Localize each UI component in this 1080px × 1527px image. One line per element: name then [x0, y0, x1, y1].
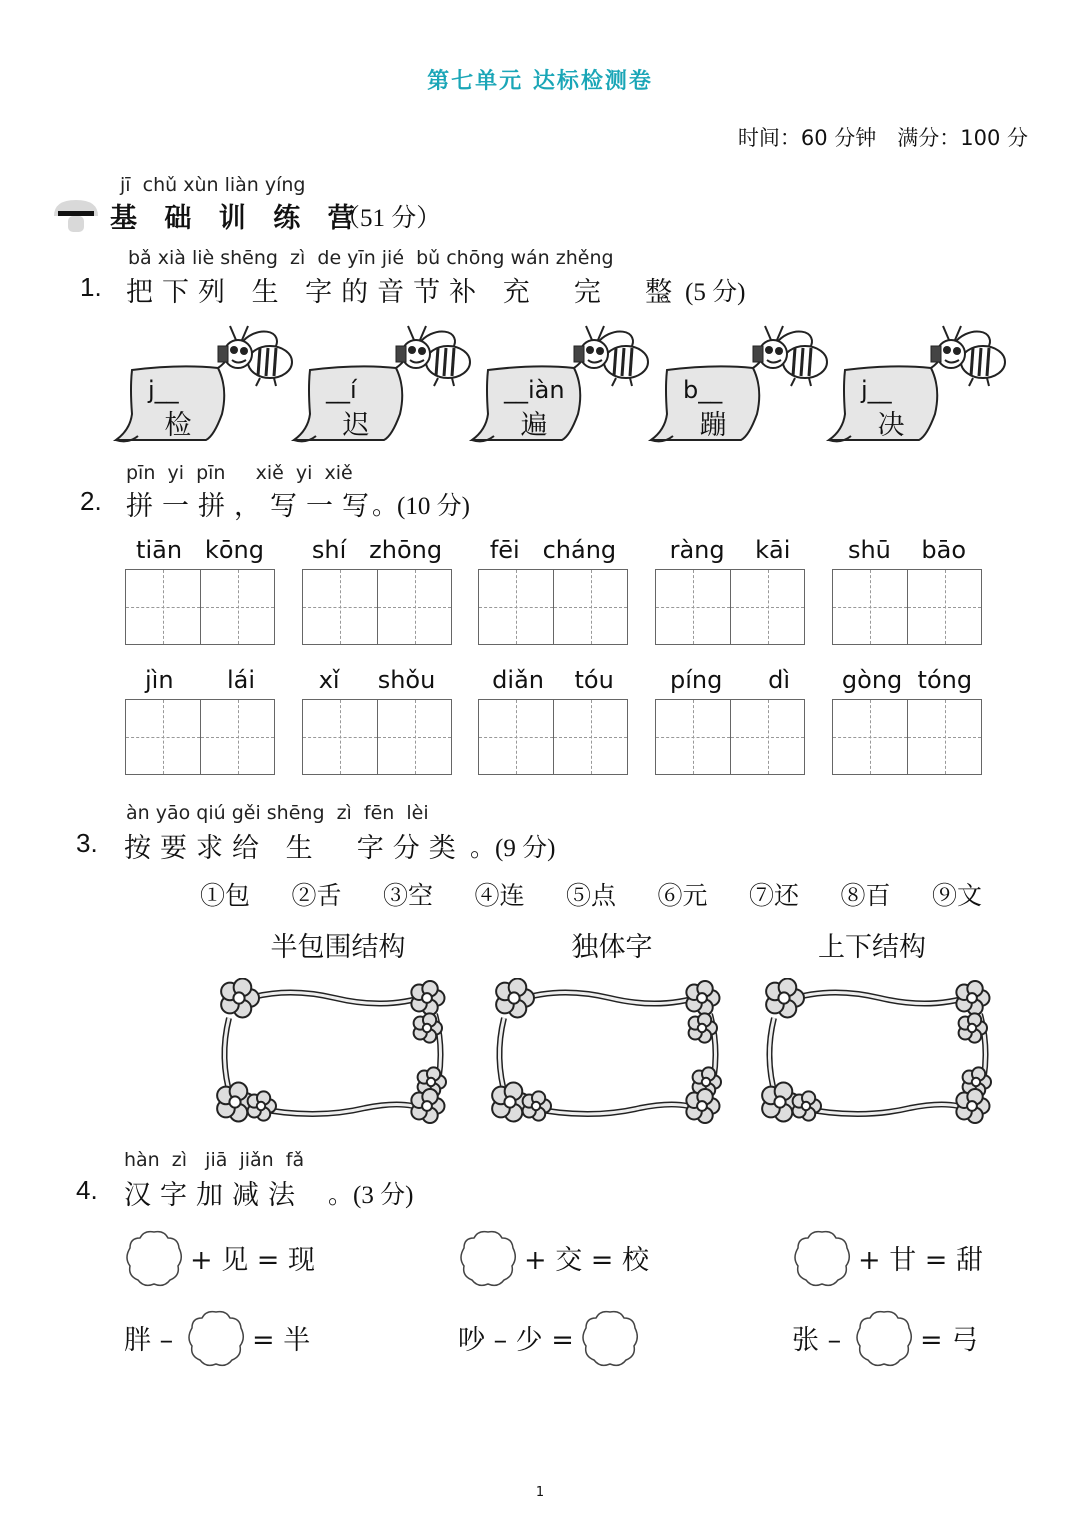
bee-icon [574, 326, 648, 386]
answer-cloud-blank[interactable] [186, 1308, 246, 1368]
char-option: ⑤点 [566, 881, 617, 910]
grid-cell[interactable] [656, 700, 730, 774]
equation-text: 胖 – [124, 1325, 174, 1356]
char-option: ⑥元 [657, 881, 708, 910]
char-option: ④连 [474, 881, 525, 910]
equation-text: 张 – [792, 1325, 842, 1356]
syllable-card [466, 318, 666, 448]
flower-icon [248, 1091, 276, 1120]
syllable-card [645, 318, 845, 448]
tianzige-grid[interactable] [832, 569, 982, 645]
card-syllable: j__ [148, 376, 179, 404]
grid-cell[interactable] [377, 700, 451, 774]
category-title: 独体字 [571, 932, 653, 963]
equation-text: = 弓 [920, 1325, 979, 1356]
bee-icon [218, 326, 292, 386]
flower-icon [956, 981, 989, 1015]
tianzige-grid[interactable] [302, 569, 452, 645]
card-char: 迟 [342, 410, 370, 441]
grid-cell[interactable] [730, 700, 804, 774]
equation-text: 吵 – 少 = [458, 1325, 574, 1356]
char-option: ②舌 [291, 881, 342, 910]
syllable-card [823, 318, 1023, 448]
q2-text: 拼一拼，写一写 [126, 491, 378, 522]
flower-icon [523, 1091, 551, 1120]
row1-label: shū bāo [847, 536, 967, 564]
q1-text: 把下列 生 字的音节补 充 完 整 [126, 277, 682, 308]
grid-cell[interactable] [833, 700, 907, 774]
grid-cell[interactable] [907, 570, 981, 644]
row1-label: fēi cháng [489, 536, 617, 564]
mushroom-badge-icon [52, 196, 100, 236]
grid-cell[interactable] [833, 570, 907, 644]
grid-cell[interactable] [479, 570, 553, 644]
equation-text: = 半 [252, 1325, 311, 1356]
grid-cell[interactable] [303, 570, 377, 644]
card-syllable: j__ [861, 376, 892, 404]
tianzige-grid[interactable] [832, 699, 982, 775]
card-syllable: b__ [683, 376, 723, 404]
flower-frame[interactable] [215, 978, 450, 1128]
grid-cell[interactable] [479, 700, 553, 774]
grid-cell[interactable] [656, 570, 730, 644]
q3-text: 按要求给 生 字分类 [124, 833, 465, 864]
char-option: ⑧百 [840, 881, 891, 910]
q2-score: 。(10 分) [372, 493, 470, 520]
grid-cell[interactable] [126, 700, 200, 774]
row1-label: shí zhōng [311, 536, 443, 564]
q4-score: 。(3 分) [328, 1182, 414, 1209]
category-title: 半包围结构 [270, 932, 406, 963]
syllable-card [288, 318, 488, 448]
card-syllable: __iàn [504, 376, 565, 404]
row1-label: ràng kāi [669, 536, 791, 564]
q4-pinyin: hàn zì jiā jiǎn fǎ [124, 1149, 305, 1171]
page-number: 1 [535, 1485, 545, 1500]
tianzige-grid[interactable] [125, 569, 275, 645]
section-score: （51 分） [335, 205, 442, 232]
syllable-card [110, 318, 310, 448]
grid-cell[interactable] [200, 700, 274, 774]
answer-cloud-blank[interactable] [458, 1228, 518, 1288]
grid-cell[interactable] [553, 570, 627, 644]
q4-number: 4. [76, 1175, 98, 1205]
flower-icon [411, 981, 444, 1015]
q1-pinyin: bǎ xià liè shēng zì de yīn jié bǔ chōng wán zhěng [128, 247, 614, 269]
category-title: 上下结构 [818, 932, 926, 963]
char-option: ⑦还 [749, 881, 800, 910]
grid-cell[interactable] [907, 700, 981, 774]
answer-cloud-blank[interactable] [792, 1228, 852, 1288]
row2-label: diǎn tóu [492, 666, 614, 694]
equation-text: + 交 = 校 [524, 1245, 649, 1276]
flower-icon [686, 981, 719, 1015]
q2-number: 2. [80, 486, 102, 516]
grid-cell[interactable] [200, 570, 274, 644]
page-title: 第七单元 达标检测卷 [427, 69, 653, 94]
q4-text: 汉字加减法 [124, 1180, 304, 1211]
flower-frame[interactable] [490, 978, 725, 1128]
char-option: ③空 [383, 881, 434, 910]
grid-cell[interactable] [126, 570, 200, 644]
char-option: ⑨文 [932, 881, 983, 910]
card-char: 蹦 [699, 410, 727, 441]
row2-label: píng dì [669, 666, 791, 694]
flower-icon [793, 1091, 821, 1120]
grid-cell[interactable] [303, 700, 377, 774]
card-syllable: __í [326, 376, 357, 404]
flower-icon [766, 979, 804, 1018]
q1-number: 1. [80, 272, 102, 302]
row2-label: jìn lái [145, 666, 255, 694]
bee-icon [396, 326, 470, 386]
tianzige-grid[interactable] [302, 699, 452, 775]
flower-frame[interactable] [760, 978, 995, 1128]
card-char: 检 [164, 410, 192, 441]
flower-icon [496, 979, 534, 1018]
tianzige-grid[interactable] [655, 569, 805, 645]
section-pinyin: jī chǔ xùn liàn yíng [120, 174, 306, 196]
answer-cloud-blank[interactable] [854, 1308, 914, 1368]
q3-score: 。(9 分) [470, 835, 556, 862]
q3-pinyin: àn yāo qiú gěi shēng zì fēn lèi [126, 802, 429, 824]
bee-icon [931, 326, 1005, 386]
answer-cloud-blank[interactable] [580, 1308, 640, 1368]
row2-label: xǐ shǒu [318, 666, 436, 694]
tianzige-grid[interactable] [478, 699, 628, 775]
char-option: ①包 [200, 881, 251, 910]
q3-number: 3. [76, 828, 98, 858]
time-score-info: 时间：60 分钟 满分：100 分 [737, 126, 1028, 150]
grid-cell[interactable] [730, 570, 804, 644]
card-char: 决 [877, 410, 905, 441]
section-title: 基 础 训 练 营 [110, 203, 364, 234]
row1-label: tiān kōng [136, 536, 264, 564]
equation-text: + 见 = 现 [190, 1245, 315, 1276]
equation-text: + 甘 = 甜 [858, 1245, 983, 1276]
grid-cell[interactable] [553, 700, 627, 774]
tianzige-grid[interactable] [655, 699, 805, 775]
card-char: 遍 [520, 410, 548, 441]
grid-cell[interactable] [377, 570, 451, 644]
tianzige-grid[interactable] [478, 569, 628, 645]
tianzige-grid[interactable] [125, 699, 275, 775]
flower-icon [221, 979, 259, 1018]
q1-score: 。(5 分) [660, 279, 746, 306]
row2-label: gòng tóng [841, 666, 973, 694]
bee-icon [753, 326, 827, 386]
q2-pinyin: pīn yi pīn xiě yi xiě [126, 462, 353, 484]
answer-cloud-blank[interactable] [124, 1228, 184, 1288]
